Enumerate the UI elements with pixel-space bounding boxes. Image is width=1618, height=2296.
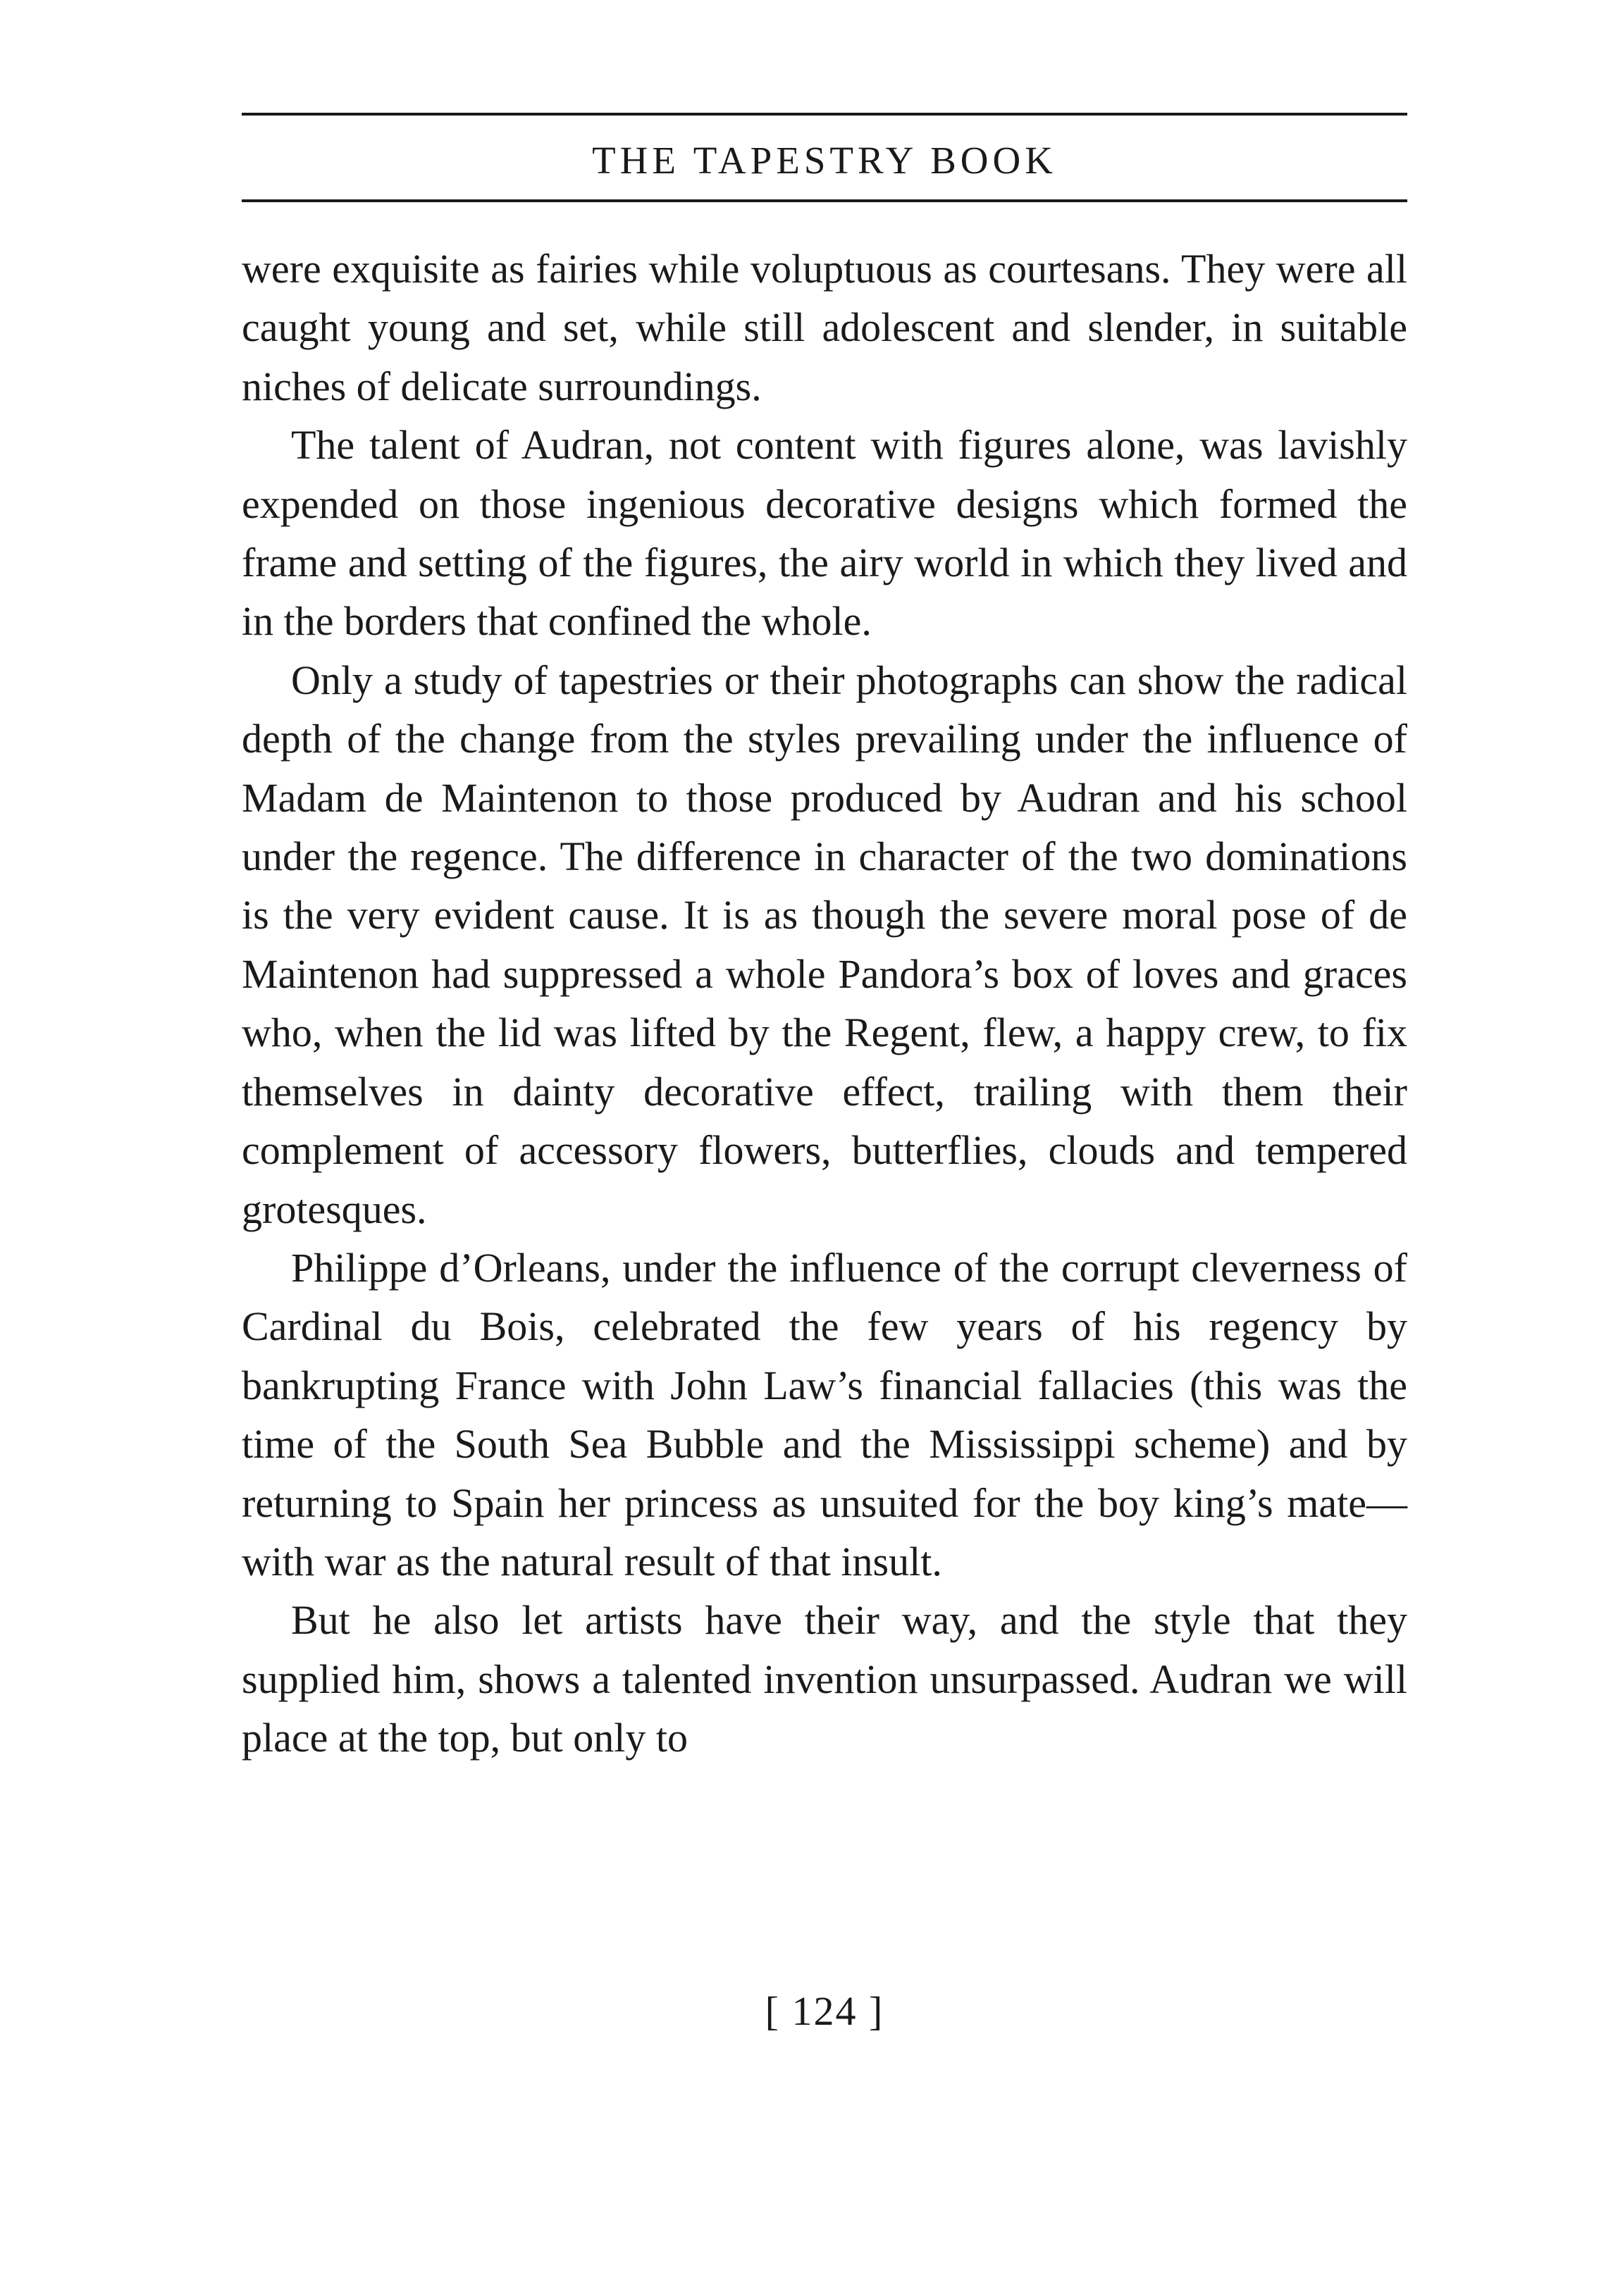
body-text <box>242 240 1407 1768</box>
page-number: [ 124 ] <box>765 1988 884 2034</box>
paragraph-continued: were exquisite as fairies while voluptuous as courtesans. They were all caught young and set, while still adolescent and slender, in suitable niches of delicate surroundings. <box>242 246 1407 409</box>
header-rule-bottom <box>242 199 1407 202</box>
paragraph-artists-way: But he also let artists have their way, and the style that they supplied him, shows a talented invention unsurpassed. Audran we will place at the top, but only to <box>242 1597 1407 1761</box>
paragraph-tapestry-study: Only a study of tapestries or their photographs can show the radical depth of the change from the styles prevailing under the influence of Madam de Maintenon to those produced by Audran and his school under the regence. The difference in character of the two dominations is the very evident cause. It is as though the severe moral pose of de Maintenon had suppressed a whole Pandora’s box of loves and graces who, when the lid was lifted by the Regent, flew, a happy crew, to fix themselves in dainty decorative effect, trailing with them their complement of accessory flowers, butterflies, clouds and tempered grotesques. <box>242 657 1407 1232</box>
paragraph-philippe-dorleans: Philippe d’Orleans, under the influence of the corrupt cleverness of Cardinal du Bois, celebrated the few years of his regency by bankrupting France with John Law’s financial fallacies (this was the time of the South Sea Bubble and the Mississippi scheme) and by returning to Spain her princess as unsuited for the boy king’s mate— with war as the natural result of that insult. <box>242 1244 1407 1584</box>
running-title: THE TAPESTRY BOOK <box>592 139 1057 182</box>
paragraph-audran-talent: The talent of Audran, not content with figures alone, was lavishly expended on those ingenious decorative designs which formed the frame and setting of the figures, the airy world in which they lived and in the borders that confined the whole. <box>242 422 1407 645</box>
page-header <box>242 113 1407 202</box>
